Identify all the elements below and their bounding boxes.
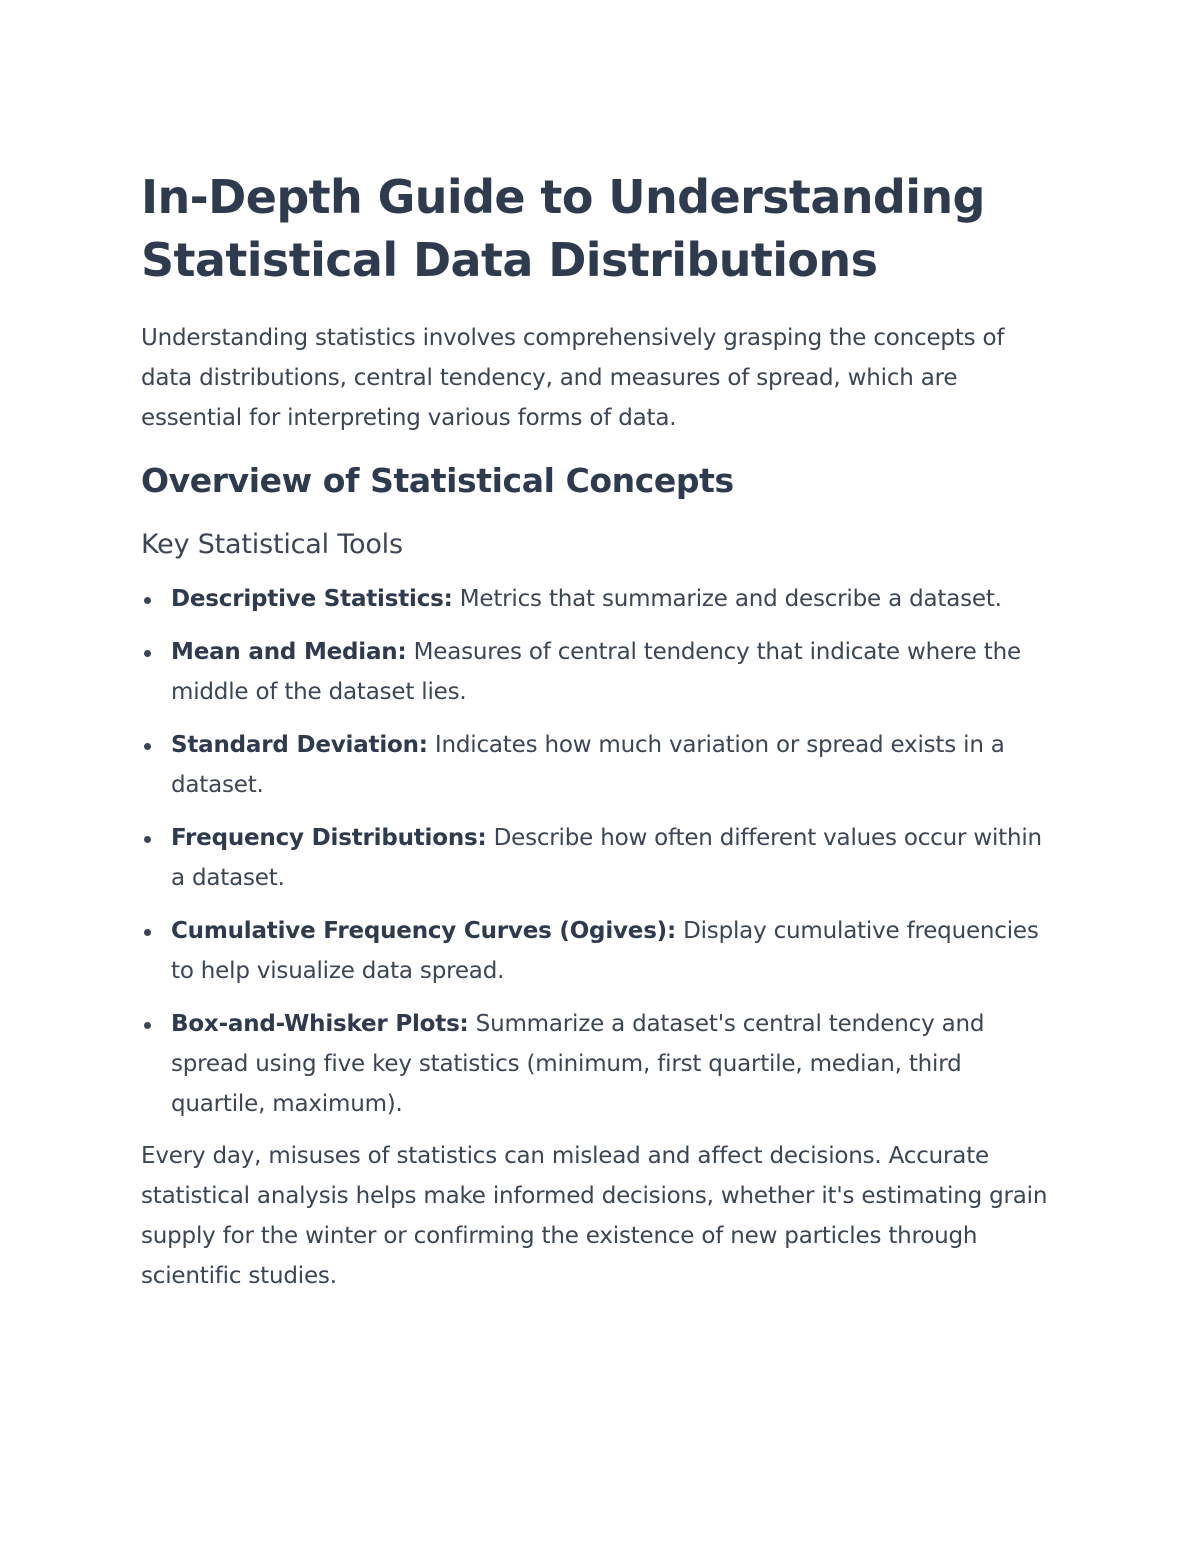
section-heading: Overview of Statistical Concepts xyxy=(141,461,734,500)
tool-term: Standard Deviation: xyxy=(171,732,428,758)
bullet-icon xyxy=(144,597,151,604)
list-item xyxy=(141,632,1060,712)
list-item xyxy=(141,818,1060,898)
tool-description: Display cumulative frequencies to help visualize data spread. xyxy=(171,918,1039,984)
list-item xyxy=(141,1004,1060,1124)
tool-description: Describe how often different values occur within a dataset. xyxy=(171,825,1042,891)
tool-description: Metrics that summarize and describe a dataset. xyxy=(452,586,1002,612)
bullet-icon xyxy=(144,929,151,936)
bullet-icon xyxy=(144,1022,151,1029)
list-item xyxy=(141,579,1060,619)
tool-term: Cumulative Frequency Curves (Ogives): xyxy=(171,918,676,944)
list-item xyxy=(141,911,1060,991)
tools-list xyxy=(141,579,1060,1124)
document-title: In-Depth Guide to Understanding Statistical Data Distributions xyxy=(141,170,985,287)
list-item xyxy=(141,725,1060,805)
bullet-icon xyxy=(144,650,151,657)
tool-description: Measures of central tendency that indicate where the middle of the dataset lies. xyxy=(171,639,1021,705)
bullet-icon xyxy=(144,743,151,750)
tool-term: Mean and Median: xyxy=(171,639,407,665)
tool-term: Descriptive Statistics: xyxy=(171,586,453,612)
tool-description: Summarize a dataset's central tendency and spread using five key statistics (minimum, first quartile, median, third quartile, maximum). xyxy=(171,1011,985,1117)
subsection-heading: Key Statistical Tools xyxy=(141,529,403,560)
tool-term: Frequency Distributions: xyxy=(171,825,487,851)
tool-term: Box-and-Whisker Plots: xyxy=(171,1011,469,1037)
tool-description: Indicates how much variation or spread exists in a dataset. xyxy=(171,732,1005,798)
bullet-icon xyxy=(144,836,151,843)
closing-paragraph: Every day, misuses of statistics can mislead and affect decisions. Accurate statistical analysis helps make informed decisions, whether it's estimating grain supply for the winter or confirming the existence of new particles through scientific studies. xyxy=(141,1143,1048,1289)
intro-paragraph: Understanding statistics involves comprehensively grasping the concepts of data distributions, central tendency, and measures of spread, which are essential for interpreting various forms of data. xyxy=(141,325,1005,431)
